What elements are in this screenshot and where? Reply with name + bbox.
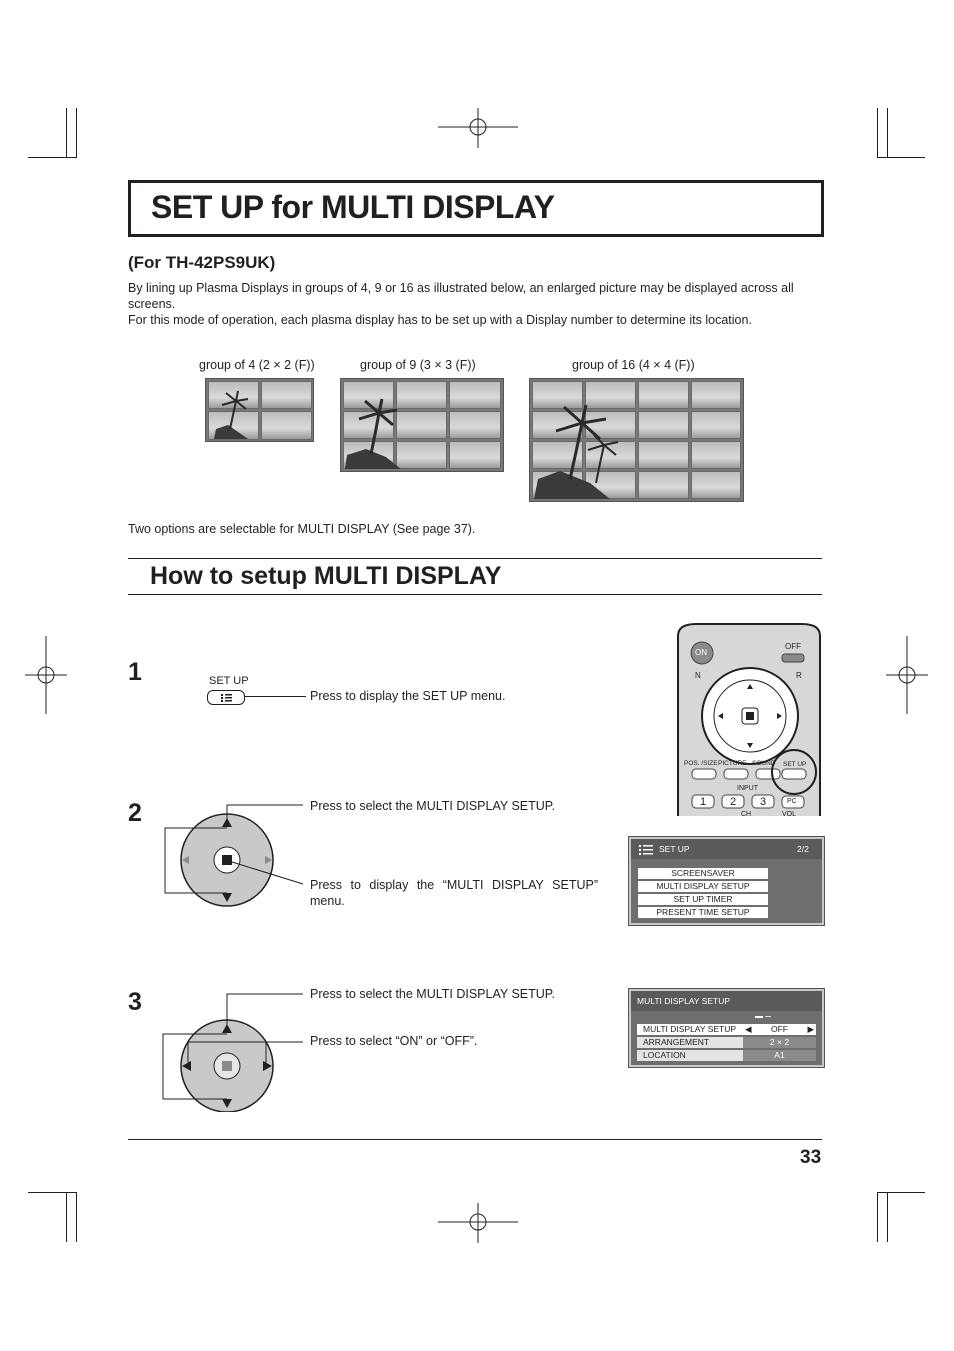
remote-key-1: 1: [700, 796, 707, 808]
multi-row-value[interactable]: 2 × 2: [743, 1037, 816, 1048]
step-2-enter-text: Press to display the “MULTI DISPLAY SETUP” menu.: [310, 878, 598, 908]
right-arrow-icon[interactable]: ▶: [807, 1024, 814, 1034]
multi-row-label[interactable]: LOCATION: [637, 1050, 747, 1061]
remote-pc-key: PC: [787, 798, 797, 805]
step-2-diagram: [160, 800, 310, 908]
remote-r-label: R: [796, 671, 802, 680]
footer-rule: [128, 1139, 822, 1140]
group-4-caption: group of 4 (2 × 2 (F)): [199, 358, 315, 372]
intro-paragraph-1: By lining up Plasma Displays in groups of 4, 9 or 16 as illustrated below, an enlarged picture may be displayed across all screens.: [128, 281, 794, 311]
setup-menu-item[interactable]: PRESENT TIME SETUP: [638, 907, 768, 918]
registration-mark-right: [886, 636, 928, 714]
menu-icon: [208, 691, 244, 704]
options-note: Two options are selectable for MULTI DISPLAY (See page 37).: [128, 522, 476, 536]
step-3-up-text: Press to select the MULTI DISPLAY SETUP.: [310, 987, 556, 1001]
palm-tree-silhouette: [206, 379, 313, 441]
palm-tree-silhouette: [341, 379, 503, 471]
palm-tree-silhouette: [530, 379, 743, 501]
step-3-number: 3: [128, 988, 142, 1016]
registration-mark-bottom: [438, 1203, 518, 1243]
model-heading: (For TH-42PS9UK): [128, 253, 276, 272]
multi-row-label-selected[interactable]: MULTI DISPLAY SETUP: [637, 1024, 747, 1035]
remote-setup-label: SET UP: [783, 761, 807, 768]
remote-pos-size-label: POS. /SIZE: [684, 760, 718, 767]
section-rule-top: [128, 558, 822, 559]
group-16-caption: group of 16 (4 × 4 (F)): [572, 358, 695, 372]
remote-input-label: INPUT: [737, 785, 758, 792]
section-rule-bottom: [128, 594, 822, 595]
multi-display-menu: [629, 989, 824, 1067]
setup-button[interactable]: [207, 690, 245, 705]
leader-line: [244, 696, 306, 697]
remote-n-label: N: [695, 671, 701, 680]
scroll-indicator-track: [765, 1016, 771, 1017]
setup-menu-item-selected[interactable]: MULTI DISPLAY SETUP: [638, 881, 768, 892]
remote-off-label: OFF: [785, 642, 801, 651]
group-16-illustration: [529, 378, 744, 502]
multi-row-value[interactable]: A1: [743, 1050, 816, 1061]
step-1-text: Press to display the SET UP menu.: [310, 689, 506, 703]
setup-menu-item[interactable]: SET UP TIMER: [638, 894, 768, 905]
remote-on-button: ON: [695, 648, 707, 657]
remote-control: [676, 622, 822, 816]
remote-key-3: 3: [760, 796, 767, 808]
step-1-number: 1: [128, 658, 142, 686]
step-3-lr-text: Press to select “ON” or “OFF”.: [310, 1034, 478, 1048]
section-heading: How to setup MULTI DISPLAY: [150, 562, 502, 590]
intro-paragraph-2: For this mode of operation, each plasma display has to be set up with a Display number to determine its location.: [128, 313, 752, 327]
multi-row-value-text: OFF: [771, 1024, 788, 1034]
step-3-diagram: [160, 990, 310, 1112]
group-4-illustration: [205, 378, 314, 442]
remote-ch-label: CH: [741, 811, 752, 816]
multi-row-value-selected[interactable]: [743, 1024, 816, 1035]
registration-mark-top: [438, 108, 518, 148]
remote-sound-label: SOUND: [752, 760, 776, 767]
setup-menu-page: 2/2: [797, 844, 809, 854]
scroll-indicator: [755, 1016, 763, 1018]
page-number: 33: [800, 1147, 822, 1168]
step-2-up-text: Press to select the MULTI DISPLAY SETUP.: [310, 799, 556, 813]
left-arrow-icon[interactable]: ◀: [745, 1024, 752, 1034]
setup-menu-title: SET UP: [659, 844, 690, 854]
group-9-caption: group of 9 (3 × 3 (F)): [360, 358, 476, 372]
multi-menu-title: MULTI DISPLAY SETUP: [637, 996, 731, 1006]
page-title: SET UP for MULTI DISPLAY: [151, 189, 555, 225]
menu-icon: [639, 844, 655, 855]
registration-mark-left: [25, 636, 67, 714]
group-9-illustration: [340, 378, 504, 472]
remote-vol-label: VOL: [782, 811, 797, 816]
setup-menu: [629, 837, 824, 925]
multi-row-label[interactable]: ARRANGEMENT: [637, 1037, 747, 1048]
step-2-number: 2: [128, 799, 142, 827]
remote-key-2: 2: [730, 796, 737, 808]
remote-picture-label: PICTURE: [718, 760, 747, 767]
setup-button-label: SET UP: [209, 675, 249, 687]
title-box: [128, 180, 824, 237]
setup-menu-item[interactable]: SCREENSAVER: [638, 868, 768, 879]
